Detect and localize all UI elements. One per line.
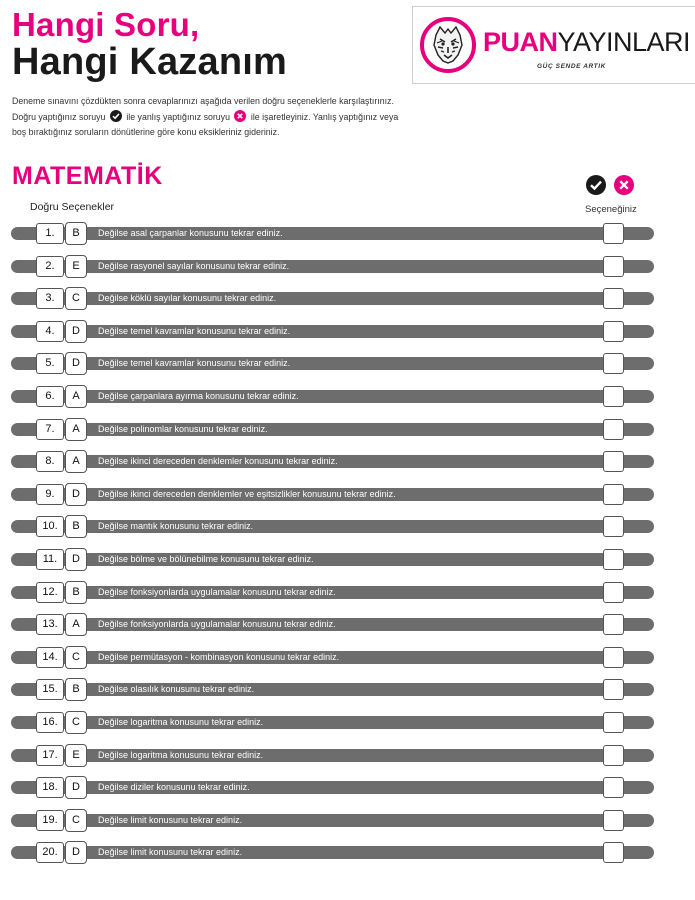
topic-feedback: Değilse fonksiyonlarda uygulamalar konusunu tekrar ediniz. (98, 586, 336, 597)
topic-feedback: Değilse asal çarpanlar konusunu tekrar ediniz. (98, 228, 283, 238)
brand-name (483, 29, 690, 56)
your-answer-checkbox[interactable] (603, 419, 624, 440)
correct-answer-box: A (65, 418, 87, 441)
your-answer-checkbox[interactable] (603, 256, 624, 277)
topic-feedback: Değilse permütasyon - kombinasyon konusunu tekrar ediniz. (98, 651, 340, 662)
x-circle-icon (234, 110, 246, 122)
topic-feedback: Değilse temel kavramlar konusunu tekrar ediniz. (98, 358, 291, 369)
question-number: 8. (36, 451, 64, 472)
answer-row (11, 678, 656, 701)
topic-feedback: Değilse mantık konusunu tekrar ediniz. (98, 521, 254, 532)
your-answer-checkbox[interactable] (603, 288, 624, 309)
correct-answer-box: C (65, 646, 87, 669)
intro-text3: ile yanlış yaptığınız soruyu (126, 111, 230, 122)
intro-text1: Deneme sınavını çözdükten sonra cevaplarınızı aşağıda verilen doğru seçeneklerle karşılaştırınız. (12, 96, 394, 106)
topic-feedback: Değilse diziler konusunu tekrar ediniz. (98, 782, 250, 793)
correct-answer-box: C (65, 711, 87, 734)
topic-feedback: Değilse logaritma konusunu tekrar ediniz. (98, 716, 264, 727)
correct-answer-box: E (65, 255, 87, 278)
your-answer-checkbox[interactable] (603, 777, 624, 798)
question-number: 12. (36, 582, 64, 603)
brand-slogan: GÜÇ SENDE ARTIK (537, 63, 606, 70)
answer-row (11, 483, 656, 506)
question-number: 13. (36, 614, 64, 635)
intro-text2: Doğru yaptığınız soruyu (12, 111, 106, 122)
answer-row (11, 515, 656, 538)
your-answer-checkbox[interactable] (603, 223, 624, 244)
answer-row (11, 320, 656, 343)
correct-answer-box: D (65, 776, 87, 799)
answer-row (11, 287, 656, 310)
topic-feedback: Değilse ikinci dereceden denklemler konusunu tekrar ediniz. (98, 456, 338, 467)
correct-answer-box: A (65, 450, 87, 473)
correct-answer-box: B (65, 515, 87, 538)
topic-feedback: Değilse fonksiyonlarda uygulamalar konusunu tekrar ediniz. (98, 619, 336, 630)
your-answer-checkbox[interactable] (603, 614, 624, 635)
answer-row (11, 385, 656, 408)
your-answer-checkbox[interactable] (603, 321, 624, 342)
your-answer-checkbox[interactable] (603, 484, 624, 505)
x-circle-icon (614, 175, 634, 195)
your-answer-checkbox[interactable] (603, 712, 624, 733)
answer-row (11, 581, 656, 604)
answer-row (11, 613, 656, 636)
question-number: 11. (36, 549, 64, 570)
question-number: 17. (36, 745, 64, 766)
answer-row (11, 711, 656, 734)
section-title: MATEMATİK (12, 162, 163, 190)
topic-feedback: Değilse temel kavramlar konusunu tekrar ediniz. (98, 325, 291, 336)
question-number: 2. (36, 256, 64, 277)
topic-feedback: Değilse olasılık konusunu tekrar ediniz. (98, 684, 255, 695)
topic-feedback: Değilse limit konusunu tekrar ediniz. (98, 814, 243, 825)
answer-key-list (11, 222, 656, 874)
your-answer-checkbox[interactable] (603, 582, 624, 603)
correct-answer-box: D (65, 483, 87, 506)
page-title-line2: Hangi Kazanım (12, 41, 287, 83)
answer-row (11, 418, 656, 441)
topic-feedback: Değilse rasyonel sayılar konusunu tekrar ediniz. (98, 260, 290, 271)
your-answer-checkbox[interactable] (603, 386, 624, 407)
correct-answer-box: D (65, 841, 87, 864)
your-answer-checkbox[interactable] (603, 842, 624, 863)
check-circle-icon (110, 110, 122, 122)
question-number: 14. (36, 647, 64, 668)
question-number: 9. (36, 484, 64, 505)
answer-row (11, 548, 656, 571)
question-number: 19. (36, 810, 64, 831)
your-option-header: Seçeneğiniz (585, 204, 637, 215)
correct-answer-box: B (65, 222, 87, 245)
correct-answer-box: C (65, 287, 87, 310)
correct-answer-box: E (65, 744, 87, 767)
page-title (12, 8, 287, 81)
correct-answer-box: D (65, 320, 87, 343)
answer-row (11, 809, 656, 832)
answer-row (11, 255, 656, 278)
question-number: 20. (36, 842, 64, 863)
question-number: 18. (36, 777, 64, 798)
intro-text4: ile işaretleyiniz. Yanlış yaptığınız veya boş bıraktığınız soruların dönütlerine göre konu eksikleriniz gideriniz. (12, 111, 399, 137)
answer-row (11, 352, 656, 375)
answer-row (11, 841, 656, 864)
legend-icons (586, 175, 638, 200)
correct-answer-box: B (65, 581, 87, 604)
your-answer-checkbox[interactable] (603, 745, 624, 766)
correct-answer-box: C (65, 809, 87, 832)
topic-feedback: Değilse logaritma konusunu tekrar ediniz. (98, 749, 264, 760)
correct-answer-box: B (65, 678, 87, 701)
topic-feedback: Değilse köklü sayılar konusunu tekrar ediniz. (98, 293, 277, 304)
answer-row (11, 450, 656, 473)
your-answer-checkbox[interactable] (603, 516, 624, 537)
question-number: 7. (36, 419, 64, 440)
question-number: 15. (36, 679, 64, 700)
correct-answer-box: A (65, 613, 87, 636)
question-number: 1. (36, 223, 64, 244)
check-circle-icon (586, 175, 606, 195)
correct-answer-box: D (65, 548, 87, 571)
answer-row (11, 744, 656, 767)
page-title-line1: Hangi Soru, (12, 6, 200, 43)
your-answer-checkbox[interactable] (603, 679, 624, 700)
topic-feedback: Değilse bölme ve bölünebilme konusunu tekrar ediniz. (98, 553, 314, 564)
topic-feedback: Değilse limit konusunu tekrar ediniz. (98, 847, 243, 858)
question-number: 4. (36, 321, 64, 342)
intro-paragraph (12, 94, 412, 141)
tiger-head-icon (420, 17, 476, 73)
question-number: 5. (36, 353, 64, 374)
topic-feedback: Değilse polinomlar konusunu tekrar ediniz. (98, 423, 268, 434)
your-answer-checkbox[interactable] (603, 451, 624, 472)
your-answer-checkbox[interactable] (603, 549, 624, 570)
topic-feedback: Değilse çarpanlara ayırma konusunu tekrar ediniz. (98, 390, 299, 401)
publisher-logo (412, 6, 695, 84)
your-answer-checkbox[interactable] (603, 353, 624, 374)
question-number: 10. (36, 516, 64, 537)
answer-row (11, 776, 656, 799)
answer-row (11, 646, 656, 669)
topic-feedback: Değilse ikinci dereceden denklemler ve eşitsizlikler konusunu tekrar ediniz. (98, 488, 396, 499)
question-number: 16. (36, 712, 64, 733)
correct-options-header: Doğru Seçenekler (30, 201, 115, 213)
your-answer-checkbox[interactable] (603, 810, 624, 831)
answer-row (11, 222, 656, 245)
correct-answer-box: A (65, 385, 87, 408)
correct-answer-box: D (65, 352, 87, 375)
your-answer-checkbox[interactable] (603, 647, 624, 668)
brand-part2: YAYINLARI (557, 27, 691, 57)
brand-part1: PUAN (483, 27, 558, 57)
question-number: 3. (36, 288, 64, 309)
question-number: 6. (36, 386, 64, 407)
